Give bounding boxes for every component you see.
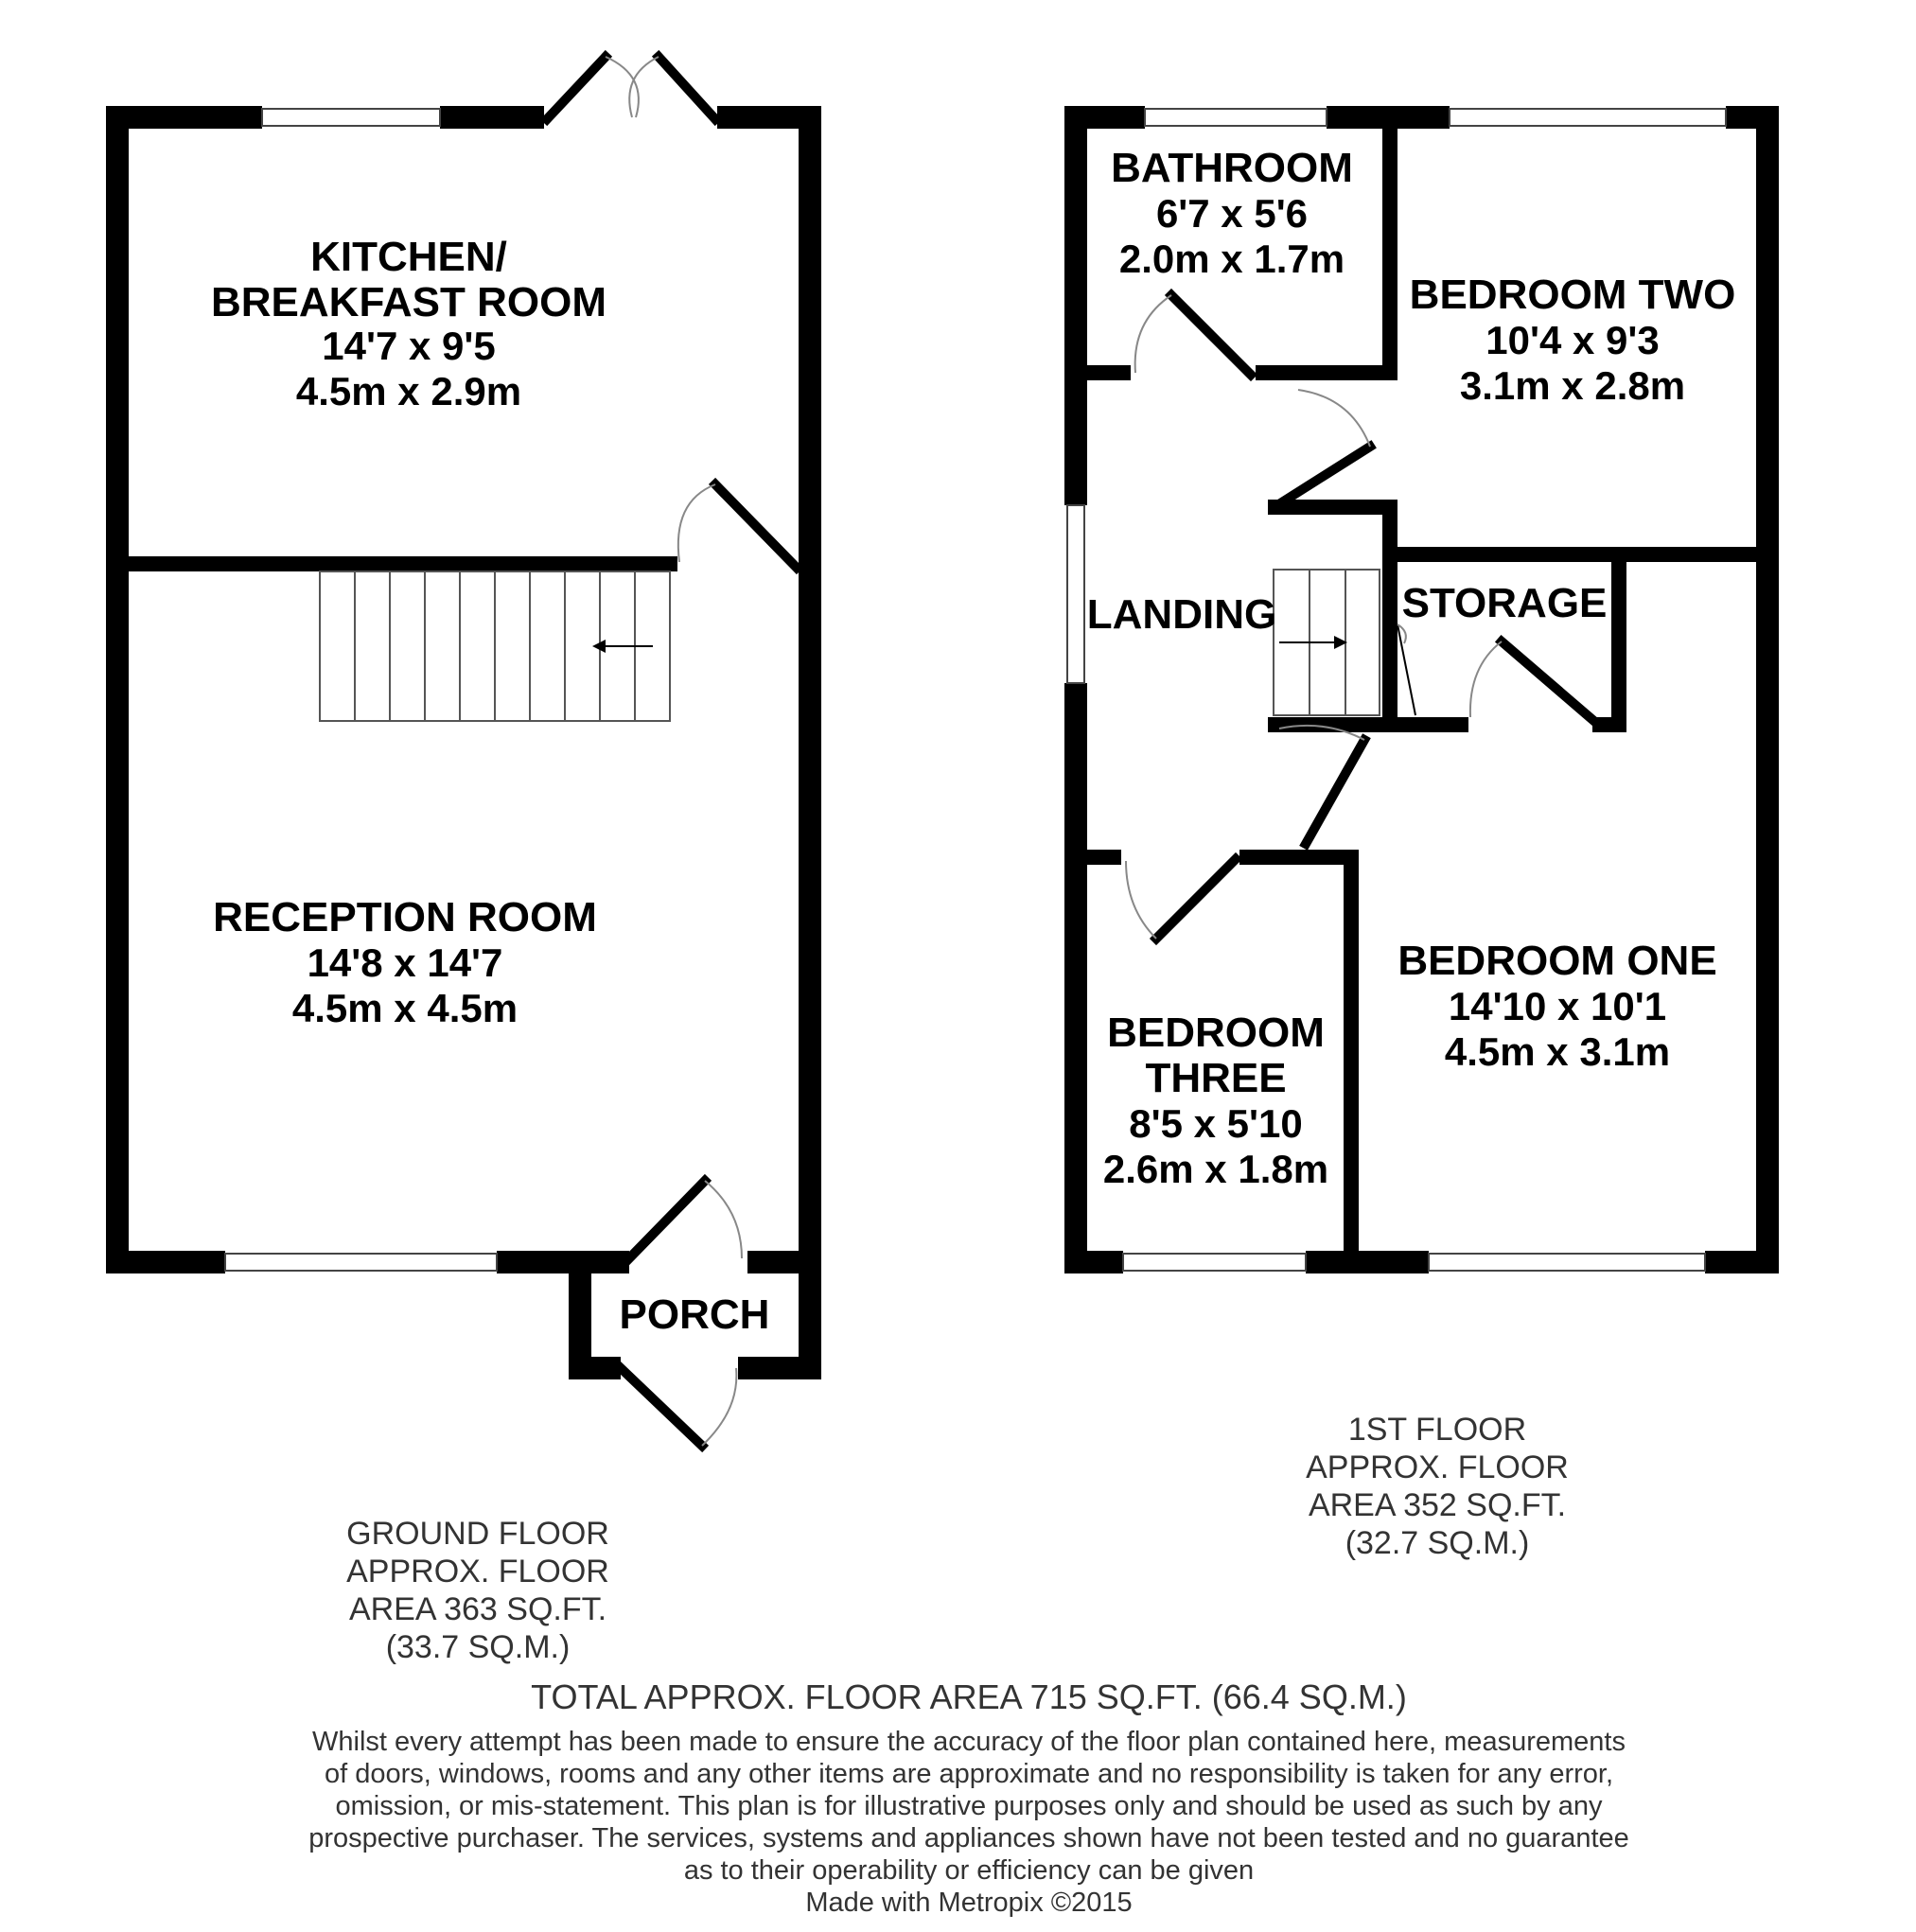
credit: Made with Metropix ©2015 bbox=[805, 1888, 1133, 1918]
bedroom-three-label: BEDROOM bbox=[1107, 1010, 1325, 1056]
window bbox=[225, 1254, 497, 1271]
door bbox=[1126, 859, 1236, 939]
bedroom-three-dimensions-metric: 2.6m x 1.8m bbox=[1102, 1147, 1329, 1191]
kitchen-dimensions-metric: 4.5m x 2.9m bbox=[295, 369, 522, 413]
first-floor-area: AREA 352 SQ.FT. bbox=[1308, 1487, 1567, 1523]
porch-label: PORCH bbox=[619, 1291, 770, 1338]
bedroom-two-dimensions-imperial: 10'4 x 9'3 bbox=[1485, 318, 1660, 362]
disclaimer-line: prospective purchaser. The services, systems and appliances shown have not been tested and no guarantee bbox=[308, 1823, 1629, 1853]
kitchen-label: KITCHEN/ bbox=[310, 234, 507, 280]
door bbox=[1135, 295, 1251, 375]
door bbox=[678, 484, 797, 568]
door bbox=[1397, 624, 1415, 715]
french-doors bbox=[547, 57, 715, 119]
window bbox=[1429, 1254, 1705, 1271]
kitchen-label: BREAKFAST ROOM bbox=[211, 279, 606, 325]
door bbox=[621, 1368, 736, 1446]
bathroom-label: BATHROOM bbox=[1111, 145, 1353, 191]
disclaimer-line: Whilst every attempt has been made to ensure the accuracy of the floor plan contained here, measurements bbox=[312, 1727, 1626, 1757]
disclaimer-line: omission, or mis-statement. This plan is for illustrative purposes only and should be used as such by any bbox=[335, 1791, 1603, 1821]
bathroom-dimensions-imperial: 6'7 x 5'6 bbox=[1155, 191, 1309, 236]
bedroom-one-dimensions-imperial: 14'10 x 10'1 bbox=[1448, 984, 1667, 1028]
ground-floor-area: GROUND FLOOR bbox=[346, 1516, 609, 1552]
bathroom-dimensions-metric: 2.0m x 1.7m bbox=[1118, 237, 1345, 281]
stairs bbox=[320, 571, 670, 721]
bedroom-three-dimensions-imperial: 8'5 x 5'10 bbox=[1129, 1101, 1303, 1146]
first-floor-area: (32.7 SQ.M.) bbox=[1345, 1525, 1530, 1561]
window bbox=[1067, 505, 1084, 683]
stairs bbox=[1274, 570, 1380, 715]
bedroom-one-label: BEDROOM ONE bbox=[1397, 938, 1717, 984]
bedroom-two-label: BEDROOM TWO bbox=[1409, 272, 1736, 318]
first-floor-area: 1ST FLOOR bbox=[1347, 1412, 1527, 1448]
door bbox=[1277, 390, 1370, 505]
bedroom-three-label: THREE bbox=[1145, 1055, 1287, 1101]
landing-label: LANDING bbox=[1086, 591, 1277, 638]
door bbox=[1470, 641, 1596, 723]
ground-floor bbox=[106, 57, 821, 1665]
kitchen-dimensions-imperial: 14'7 x 9'5 bbox=[322, 324, 496, 368]
bedroom-one-dimensions-metric: 4.5m x 3.1m bbox=[1444, 1029, 1671, 1074]
disclaimer-line: of doors, windows, rooms and any other items are approximate and no responsibility is taken for any error, bbox=[324, 1759, 1614, 1789]
first-floor-area: APPROX. FLOOR bbox=[1306, 1449, 1569, 1485]
door bbox=[1279, 726, 1364, 844]
ground-floor-area: AREA 363 SQ.FT. bbox=[348, 1591, 607, 1627]
reception-label: RECEPTION ROOM bbox=[213, 894, 597, 940]
window bbox=[262, 109, 440, 126]
reception-dimensions-metric: 4.5m x 4.5m bbox=[291, 986, 519, 1030]
total-area: TOTAL APPROX. FLOOR AREA 715 SQ.FT. (66.4 SQ.M.) bbox=[531, 1677, 1407, 1716]
disclaimer-line: as to their operability or efficiency can be given bbox=[683, 1855, 1255, 1886]
reception-dimensions-imperial: 14'8 x 14'7 bbox=[307, 940, 503, 985]
ground-floor-area: (33.7 SQ.M.) bbox=[385, 1629, 571, 1665]
window bbox=[1145, 109, 1327, 126]
door bbox=[629, 1181, 742, 1258]
window bbox=[1450, 109, 1726, 126]
ground-floor-area: APPROX. FLOOR bbox=[346, 1554, 609, 1590]
window bbox=[1123, 1254, 1306, 1271]
bedroom-two-dimensions-metric: 3.1m x 2.8m bbox=[1459, 363, 1686, 408]
storage-label: STORAGE bbox=[1401, 580, 1608, 626]
first-floor bbox=[1064, 106, 1779, 1561]
